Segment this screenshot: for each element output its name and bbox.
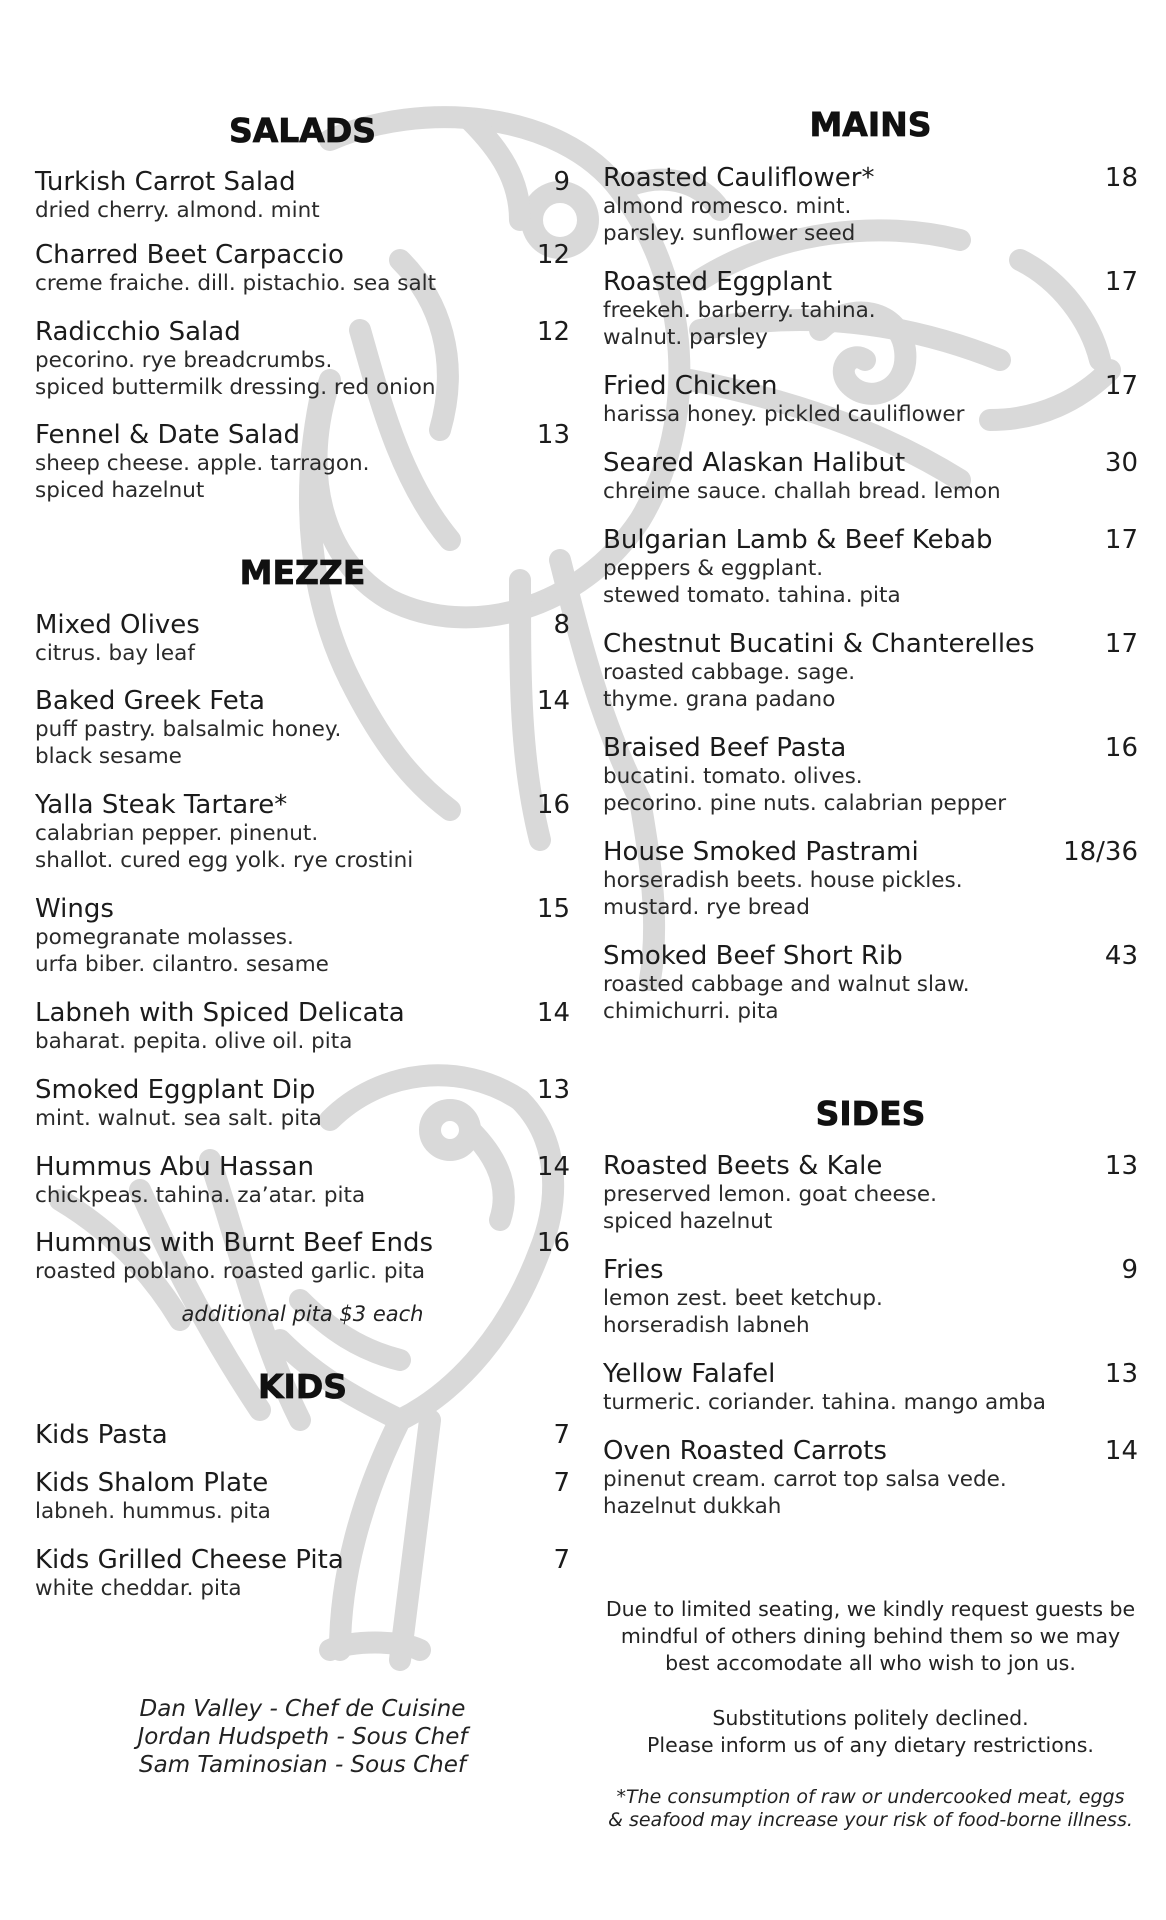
item-name: Roasted Eggplant xyxy=(603,267,833,297)
item-name: Mixed Olives xyxy=(35,610,200,640)
menu-item xyxy=(603,371,1138,428)
item-description: almond romesco. mint. parsley. sunflower seed xyxy=(603,194,856,246)
salads-heading: SALADS xyxy=(228,111,377,150)
menu-item xyxy=(603,733,1138,817)
item-price: 9 xyxy=(553,167,570,197)
menu-item xyxy=(35,1420,570,1450)
item-name: Kids Shalom Plate xyxy=(35,1468,269,1498)
item-name: Oven Roasted Carrots xyxy=(603,1436,887,1466)
item-price: 14 xyxy=(1104,1436,1138,1466)
menu-item xyxy=(603,525,1138,609)
item-name: Labneh with Spiced Delicata xyxy=(35,998,405,1028)
kids-heading: KIDS xyxy=(257,1367,347,1406)
item-name: Kids Grilled Cheese Pita xyxy=(35,1545,344,1575)
menu-item xyxy=(35,420,570,504)
menu-item xyxy=(603,1255,1138,1339)
item-price: 16 xyxy=(1104,733,1138,763)
item-name: Turkish Carrot Salad xyxy=(35,167,296,197)
item-description: roasted cabbage and walnut slaw. chimichurri. pita xyxy=(603,972,970,1024)
item-name: Bulgarian Lamb & Beef Kebab xyxy=(603,525,993,555)
item-name: Yellow Falafel xyxy=(603,1359,776,1389)
credit-line: Sam Taminosian - Sous Chef xyxy=(139,1752,466,1778)
item-description: dried cherry. almond. mint xyxy=(35,198,320,223)
menu-item xyxy=(35,1545,570,1602)
item-description: pinenut cream. carrot top salsa vede. hazelnut dukkah xyxy=(603,1467,1007,1519)
item-price: 7 xyxy=(553,1545,570,1575)
menu-item xyxy=(603,448,1138,505)
item-name: Fries xyxy=(603,1255,664,1285)
item-description: puff pastry. balsalmic honey. black sesame xyxy=(35,717,342,769)
item-description: pecorino. rye breadcrumbs. spiced buttermilk dressing. red onion xyxy=(35,348,436,400)
item-price: 14 xyxy=(536,998,570,1028)
menu-item xyxy=(35,998,570,1055)
menu-item xyxy=(35,1228,570,1285)
item-description: sheep cheese. apple. tarragon. spiced hazelnut xyxy=(35,451,370,503)
menu-item xyxy=(603,941,1138,1025)
item-price: 14 xyxy=(536,1152,570,1182)
item-name: Fried Chicken xyxy=(603,371,778,401)
item-description: labneh. hummus. pita xyxy=(35,1499,271,1524)
menu-item xyxy=(35,240,570,297)
item-name: Smoked Beef Short Rib xyxy=(603,941,903,971)
mains-heading: MAINS xyxy=(809,105,932,144)
item-name: Yalla Steak Tartare* xyxy=(35,790,288,820)
item-name: Hummus with Burnt Beef Ends xyxy=(35,1228,434,1258)
item-price: 17 xyxy=(1104,629,1138,659)
menu-item xyxy=(603,1436,1138,1520)
substitutions-notice: Substitutions politely declined. Please inform us of any dietary restrictions. xyxy=(647,1706,1094,1757)
menu-item xyxy=(35,790,570,874)
item-price: 7 xyxy=(553,1468,570,1498)
item-description: roasted poblano. roasted garlic. pita xyxy=(35,1259,426,1284)
item-description: chickpeas. tahina. za’atar. pita xyxy=(35,1183,366,1208)
mezze-heading: MEZZE xyxy=(239,553,366,592)
menu-item xyxy=(35,1152,570,1209)
item-description: mint. walnut. sea salt. pita xyxy=(35,1106,322,1131)
item-name: Charred Beet Carpaccio xyxy=(35,240,344,270)
menu-item xyxy=(603,1359,1138,1416)
menu-item xyxy=(603,1151,1138,1235)
menu-item xyxy=(35,610,570,667)
menu-item xyxy=(603,629,1138,713)
item-name: Wings xyxy=(35,894,114,924)
item-price: 14 xyxy=(536,686,570,716)
item-name: Smoked Eggplant Dip xyxy=(35,1075,316,1105)
credit-line: Jordan Hudspeth - Sous Chef xyxy=(137,1724,468,1750)
item-description: horseradish beets. house pickles. mustard. rye bread xyxy=(603,868,963,920)
item-price: 13 xyxy=(1104,1359,1138,1389)
item-price: 9 xyxy=(1121,1255,1138,1285)
item-description: freekeh. barberry. tahina. walnut. parsley xyxy=(603,298,876,350)
menu-item xyxy=(35,686,570,770)
menu-item xyxy=(35,317,570,401)
item-description: citrus. bay leaf xyxy=(35,641,195,666)
item-price: 18/36 xyxy=(1063,837,1138,867)
item-description: creme fraiche. dill. pistachio. sea salt xyxy=(35,271,437,296)
item-price: 12 xyxy=(536,240,570,270)
item-name: Fennel & Date Salad xyxy=(35,420,301,450)
menu-item xyxy=(603,837,1138,921)
item-description: calabrian pepper. pinenut. shallot. cured egg yolk. rye crostini xyxy=(35,821,414,873)
item-description: chreime sauce. challah bread. lemon xyxy=(603,479,1001,504)
item-price: 17 xyxy=(1104,371,1138,401)
item-name: Hummus Abu Hassan xyxy=(35,1152,314,1182)
item-name: Roasted Beets & Kale xyxy=(603,1151,883,1181)
pita-note: additional pita $3 each xyxy=(181,1302,424,1326)
item-price: 13 xyxy=(536,1075,570,1105)
chef-credits xyxy=(35,1695,570,1779)
item-name: House Smoked Pastrami xyxy=(603,837,919,867)
item-description: white cheddar. pita xyxy=(35,1576,242,1601)
item-description: lemon zest. beet ketchup. horseradish labneh xyxy=(603,1286,883,1338)
item-price: 16 xyxy=(536,790,570,820)
seating-notice: Due to limited seating, we kindly request guests be mindful of others dining behind them so we may best accomodate all who wish to jon us. xyxy=(605,1597,1136,1675)
item-description: peppers & eggplant. stewed tomato. tahina. pita xyxy=(603,556,901,608)
item-price: 17 xyxy=(1104,267,1138,297)
credit-line: Dan Valley - Chef de Cuisine xyxy=(139,1696,466,1722)
sides-heading: SIDES xyxy=(815,1094,926,1133)
item-name: Kids Pasta xyxy=(35,1420,168,1450)
item-price: 17 xyxy=(1104,525,1138,555)
item-price: 18 xyxy=(1104,163,1138,193)
item-price: 13 xyxy=(1104,1151,1138,1181)
menu-item xyxy=(35,1075,570,1132)
item-description: turmeric. coriander. tahina. mango amba xyxy=(603,1390,1046,1415)
item-name: Baked Greek Feta xyxy=(35,686,265,716)
item-price: 15 xyxy=(536,894,570,924)
item-description: roasted cabbage. sage. thyme. grana padano xyxy=(603,660,856,712)
item-price: 16 xyxy=(536,1228,570,1258)
item-price: 43 xyxy=(1104,941,1138,971)
food-safety-disclaimer: *The consumption of raw or undercooked meat, eggs & seafood may increase your risk of food-borne illness. xyxy=(608,1786,1133,1831)
menu-item xyxy=(603,163,1138,247)
item-price: 12 xyxy=(536,317,570,347)
item-price: 13 xyxy=(536,420,570,450)
item-price: 8 xyxy=(553,610,570,640)
menu-item xyxy=(603,267,1138,351)
item-price: 30 xyxy=(1104,448,1138,478)
item-name: Seared Alaskan Halibut xyxy=(603,448,906,478)
item-description: baharat. pepita. olive oil. pita xyxy=(35,1029,353,1054)
item-name: Braised Beef Pasta xyxy=(603,733,847,763)
item-description: preserved lemon. goat cheese. spiced hazelnut xyxy=(603,1182,937,1234)
menu-item xyxy=(35,167,570,224)
item-name: Roasted Cauliflower* xyxy=(603,163,875,193)
item-description: harissa honey. pickled cauliflower xyxy=(603,402,965,427)
item-price: 7 xyxy=(553,1420,570,1450)
item-description: pomegranate molasses. urfa biber. cilantro. sesame xyxy=(35,925,329,977)
item-name: Radicchio Salad xyxy=(35,317,241,347)
menu-item xyxy=(35,1468,570,1525)
menu-item xyxy=(35,894,570,978)
item-description: bucatini. tomato. olives. pecorino. pine nuts. calabrian pepper xyxy=(603,764,1007,816)
item-name: Chestnut Bucatini & Chanterelles xyxy=(603,629,1035,659)
